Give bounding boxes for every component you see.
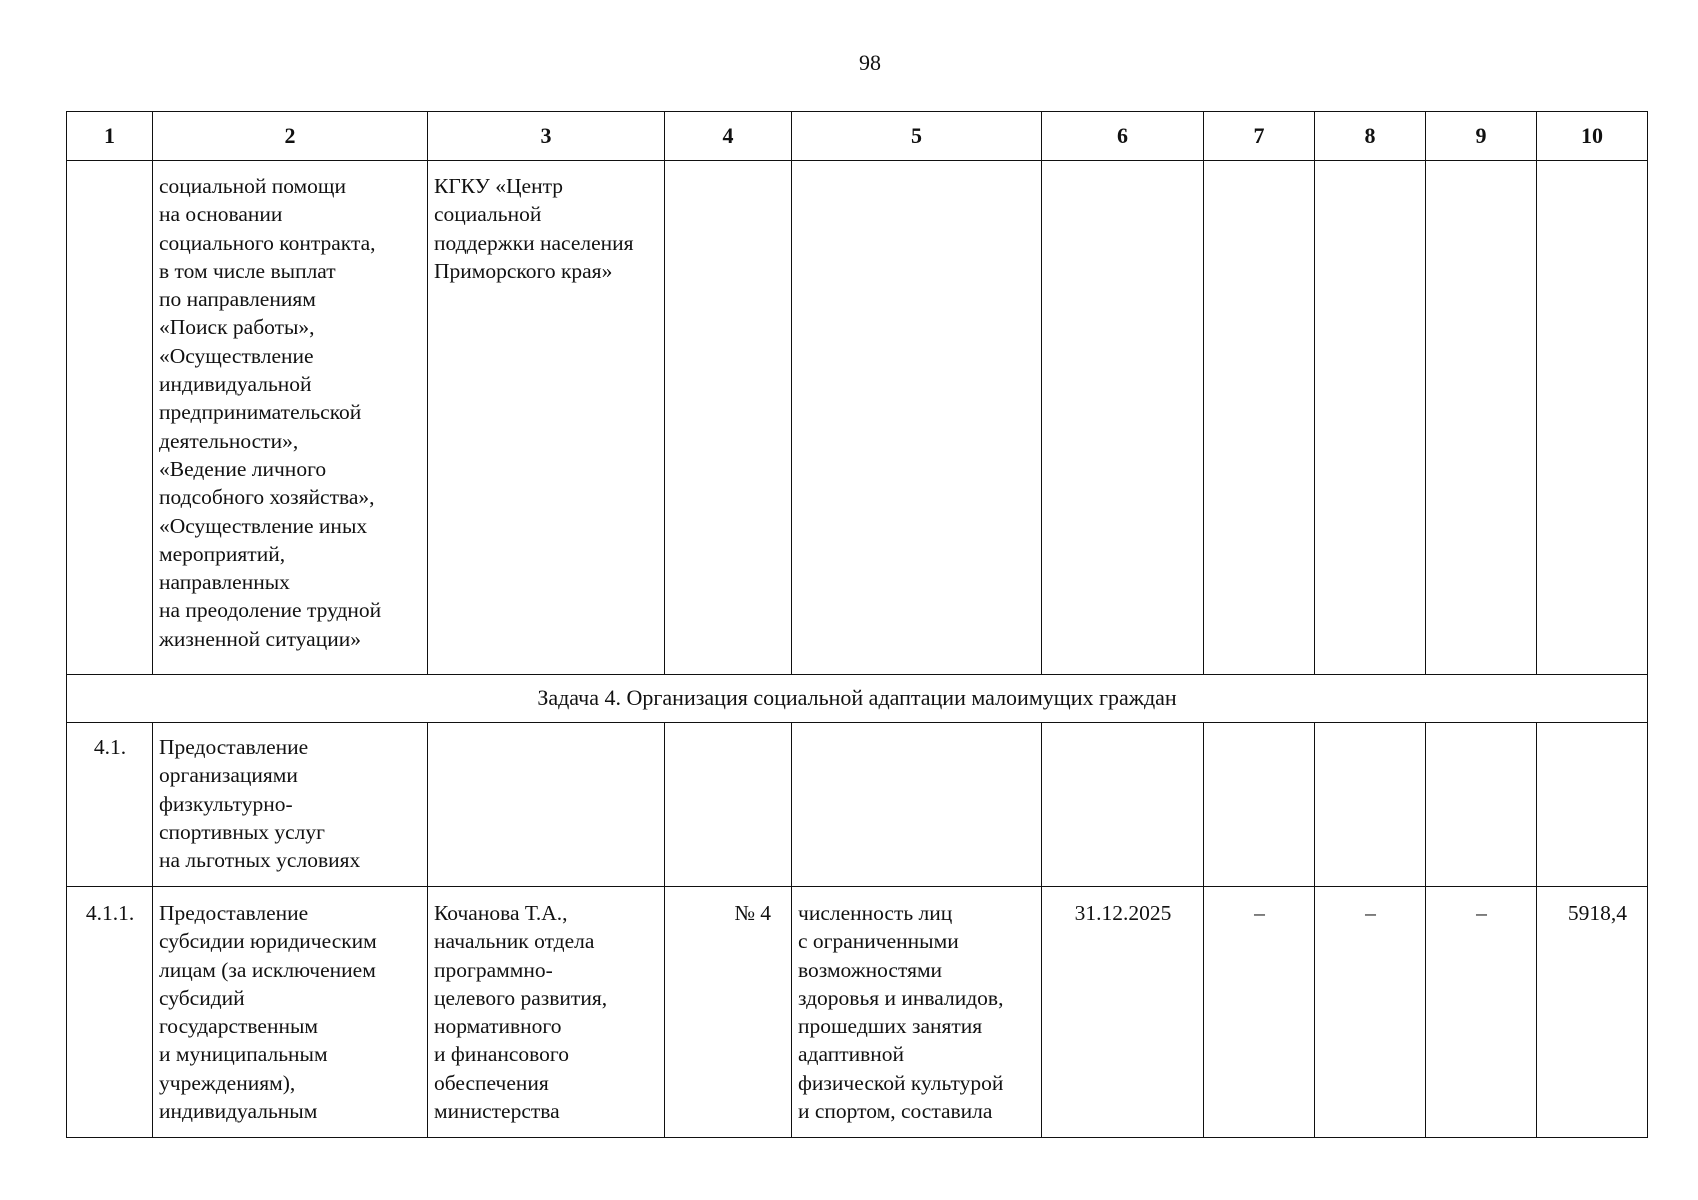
cell-col4: [665, 723, 792, 887]
cell-col8: –: [1315, 887, 1426, 1138]
column-header-9: 9: [1426, 112, 1537, 161]
column-header-7: 7: [1204, 112, 1315, 161]
cell-measure-name: Предоставление субсидии юридическим лицам (за исключением субсидий государственным и муниципальным учреждениям), индивидуальным: [153, 887, 428, 1138]
cell-col4: № 4: [665, 887, 792, 1138]
section-title: Задача 4. Организация социальной адаптации малоимущих граждан: [67, 675, 1648, 723]
cell-col5: [792, 723, 1042, 887]
cell-col9: [1426, 723, 1537, 887]
cell-col9: –: [1426, 887, 1537, 1138]
page-number: 98: [859, 50, 881, 75]
column-header-3: 3: [428, 112, 665, 161]
column-header-6: 6: [1042, 112, 1204, 161]
cell-number: [67, 161, 153, 675]
cell-indicator: численность лиц с ограниченными возможностями здоровья и инвалидов, прошедших занятия адаптивной физической культурой и спортом, составила: [792, 887, 1042, 1138]
column-header-10: 10: [1537, 112, 1648, 161]
cell-col7: [1204, 161, 1315, 675]
cell-col7: –: [1204, 887, 1315, 1138]
cell-amount: 5918,4: [1537, 887, 1648, 1138]
column-header-4: 4: [665, 112, 792, 161]
cell-number: 4.1.1.: [67, 887, 153, 1138]
cell-col8: [1315, 161, 1426, 675]
cell-col7: [1204, 723, 1315, 887]
cell-responsible: [428, 723, 665, 887]
cell-col4: [665, 161, 792, 675]
program-table: [66, 111, 1648, 1138]
cell-measure-name: социальной помощи на основании социального контракта, в том числе выплат по направлениям «Поиск работы», «Осуществление индивидуальной предпринимательской деятельности», «Ведение личного подсобного хозяйства», «Осуществление иных мероприятий, направленных на преодоление трудной жизненной ситуации»: [153, 161, 428, 675]
cell-measure-name: Предоставление организациями физкультурно- спортивных услуг на льготных условиях: [153, 723, 428, 887]
column-header-1: 1: [67, 112, 153, 161]
column-header-5: 5: [792, 112, 1042, 161]
cell-col9: [1426, 161, 1537, 675]
cell-date: 31.12.2025: [1042, 887, 1204, 1138]
cell-col8: [1315, 723, 1426, 887]
cell-col10: [1537, 161, 1648, 675]
table-row: [67, 161, 1648, 675]
table-row: [67, 723, 1648, 887]
cell-number: 4.1.: [67, 723, 153, 887]
cell-col6: [1042, 161, 1204, 675]
table-row: [67, 887, 1648, 1138]
column-header-8: 8: [1315, 112, 1426, 161]
cell-col5: [792, 161, 1042, 675]
column-number-row: [67, 112, 1648, 161]
cell-responsible: КГКУ «Центр социальной поддержки населения Приморского края»: [428, 161, 665, 675]
cell-responsible: Кочанова Т.А., начальник отдела программно- целевого развития, нормативного и финансового обеспечения министерства: [428, 887, 665, 1138]
section-row: [67, 675, 1648, 723]
cell-col10: [1537, 723, 1648, 887]
cell-col6: [1042, 723, 1204, 887]
column-header-2: 2: [153, 112, 428, 161]
